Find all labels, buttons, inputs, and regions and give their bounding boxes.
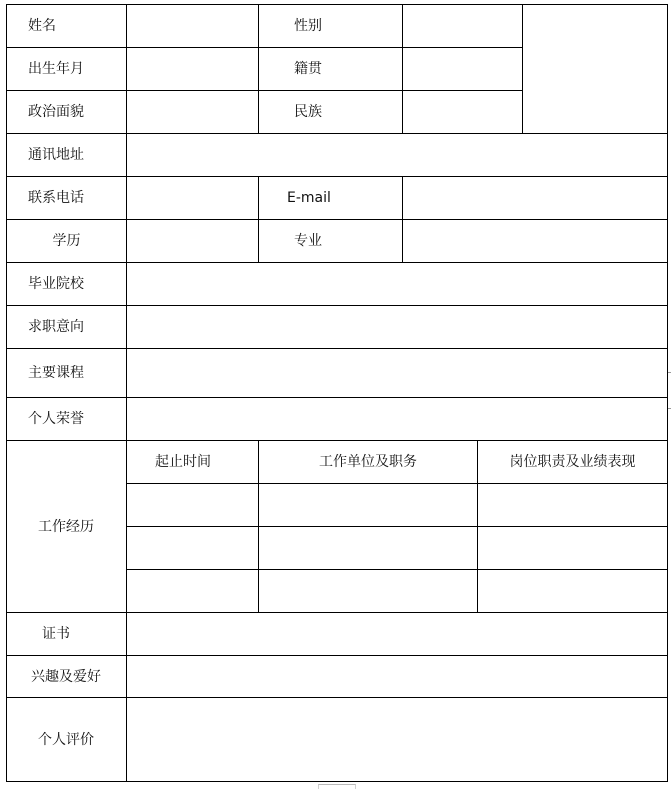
label-self-evaluation: 个人评价 <box>7 698 127 782</box>
label-political-status: 政治面貌 <box>7 91 127 134</box>
work-cell-period[interactable] <box>127 527 259 570</box>
field-major[interactable] <box>403 220 668 263</box>
row-name <box>7 5 668 48</box>
label-native-place: 籍贯 <box>259 48 403 91</box>
label-major: 专业 <box>259 220 403 263</box>
resume-form <box>6 4 667 782</box>
work-cell-duties[interactable] <box>478 484 668 527</box>
photo-box[interactable] <box>523 5 668 134</box>
field-honors[interactable] <box>127 398 668 441</box>
work-cell-duties[interactable] <box>478 527 668 570</box>
work-cell-period[interactable] <box>127 570 259 613</box>
label-address: 通讯地址 <box>7 134 127 177</box>
field-political-status[interactable] <box>127 91 259 134</box>
label-phone: 联系电话 <box>7 177 127 220</box>
label-education: 学历 <box>7 220 127 263</box>
row-address <box>7 134 668 177</box>
field-certificates[interactable] <box>127 613 668 656</box>
field-name[interactable] <box>127 5 259 48</box>
label-courses: 主要课程 <box>7 349 127 398</box>
field-address[interactable] <box>127 134 668 177</box>
field-email[interactable] <box>403 177 668 220</box>
work-cell-period[interactable] <box>127 484 259 527</box>
field-birth[interactable] <box>127 48 259 91</box>
work-header-employer: 工作单位及职务 <box>259 441 478 484</box>
work-cell-employer[interactable] <box>259 527 478 570</box>
field-job-intention[interactable] <box>127 306 668 349</box>
field-school[interactable] <box>127 263 668 306</box>
label-name: 姓名 <box>7 5 127 48</box>
row-job-intention <box>7 306 668 349</box>
work-cell-employer[interactable] <box>259 484 478 527</box>
label-job-intention: 求职意向 <box>7 306 127 349</box>
field-self-evaluation[interactable] <box>127 698 668 782</box>
field-hobbies[interactable] <box>127 656 668 698</box>
field-gender[interactable] <box>403 5 523 48</box>
row-certificates <box>7 613 668 656</box>
work-header-duties: 岗位职责及业绩表现 <box>478 441 668 484</box>
work-cell-employer[interactable] <box>259 570 478 613</box>
field-courses[interactable] <box>127 349 668 398</box>
work-cell-duties[interactable] <box>478 570 668 613</box>
label-ethnicity: 民族 <box>259 91 403 134</box>
label-gender: 性别 <box>259 5 403 48</box>
row-school <box>7 263 668 306</box>
label-school: 毕业院校 <box>7 263 127 306</box>
label-birth: 出生年月 <box>7 48 127 91</box>
field-phone[interactable] <box>127 177 259 220</box>
resume-table <box>6 4 668 782</box>
label-hobbies: 兴趣及爱好 <box>7 656 127 698</box>
row-self-evaluation <box>7 698 668 782</box>
label-work-experience: 工作经历 <box>7 441 127 613</box>
row-education <box>7 220 668 263</box>
field-ethnicity[interactable] <box>403 91 523 134</box>
row-phone <box>7 177 668 220</box>
label-certificates: 证书 <box>7 613 127 656</box>
row-work-header <box>7 441 668 484</box>
row-courses <box>7 349 668 398</box>
label-email: E-mail <box>259 177 403 220</box>
page-break-marker <box>318 784 356 789</box>
field-education[interactable] <box>127 220 259 263</box>
row-hobbies <box>7 656 668 698</box>
label-honors: 个人荣誉 <box>7 398 127 441</box>
field-native-place[interactable] <box>403 48 523 91</box>
row-honors <box>7 398 668 441</box>
work-header-period: 起止时间 <box>127 441 259 484</box>
